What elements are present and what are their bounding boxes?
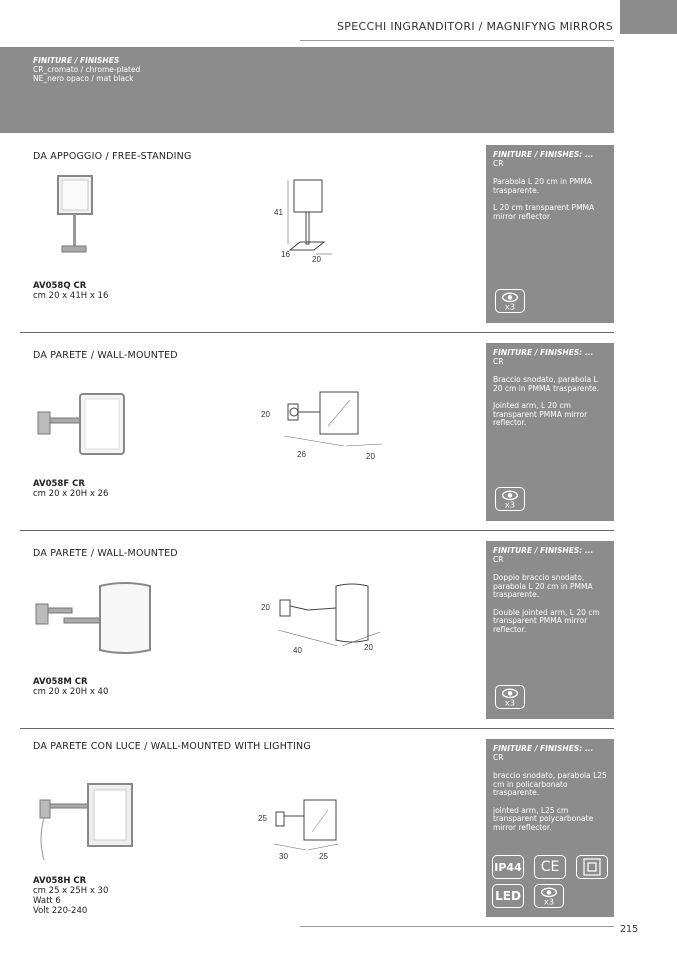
dim-height-1: 41 <box>274 208 283 217</box>
magnification-badge-2 <box>495 487 525 511</box>
product-code: AV058F CR <box>33 479 85 489</box>
box-finish: CR <box>493 356 504 366</box>
box-text-it: Parabola L 20 cm in PMMA trasparente. <box>493 177 592 195</box>
dim-height-4: 25 <box>258 814 267 823</box>
eye-x3-icon <box>496 488 524 510</box>
eye-x3-icon <box>496 290 524 312</box>
ip44-badge: IP44 <box>492 855 524 879</box>
section-divider-3 <box>20 728 614 729</box>
ce-mark-icon: CE <box>534 855 566 879</box>
footer-rule <box>300 926 614 927</box>
double-square-icon <box>582 858 602 876</box>
product-code-block-2 <box>33 479 108 499</box>
dim-depth-3: 40 <box>293 646 302 655</box>
led-badge: LED <box>492 884 524 908</box>
dim-height-2: 20 <box>261 410 270 419</box>
dim-width-2: 20 <box>366 452 375 461</box>
box-finish: CR <box>493 752 504 762</box>
magnification-label: x3 <box>504 697 516 708</box>
dim-depth-1: 16 <box>281 250 290 259</box>
product-size: cm 20 x 20H x 40 <box>33 687 109 697</box>
section-divider-2 <box>20 530 614 531</box>
product-code: AV058M CR <box>33 677 88 687</box>
section-title-wall-mounted: DA PARETE / WALL-MOUNTED <box>33 350 178 361</box>
product-size: cm 25 x 25H x 30 <box>33 886 109 896</box>
technical-drawing-av058q <box>282 178 334 258</box>
box-title: FINITURE / FINISHES: ... <box>493 348 594 357</box>
product-code: AV058Q CR <box>33 281 87 291</box>
box-title: FINITURE / FINISHES: ... <box>493 150 594 159</box>
box-text-it: braccio snodato, parabola L25 cm in policarbonato trasparente. <box>493 771 607 797</box>
dim-width-3: 20 <box>364 643 373 652</box>
banner-title: FINITURE / FINISHES <box>33 56 120 65</box>
magnification-label: x3 <box>504 499 516 510</box>
dim-width-4: 25 <box>319 852 328 861</box>
box-finish: CR <box>493 554 504 564</box>
class-ii-icon <box>576 855 608 879</box>
box-text-it: Braccio snodato, parabola L 20 cm in PMMA trasparente. <box>493 375 600 393</box>
box-text-en: L 20 cm transparent PMMA mirror reflector. <box>493 203 595 221</box>
product-size: cm 20 x 20H x 26 <box>33 489 109 499</box>
magnification-badge-3 <box>495 685 525 709</box>
product-volt: Volt 220-240 <box>33 906 88 916</box>
box-text-en: jointed arm, L25 cm transparent polycarbonate mirror reflector. <box>493 805 594 832</box>
finishes-banner <box>0 47 614 133</box>
product-code-block-4 <box>33 876 108 916</box>
page-header-title: SPECCHI INGRANDITORI / MAGNIFYNG MIRRORS <box>337 20 613 33</box>
eye-x3-icon <box>496 686 524 708</box>
technical-drawing-av058f <box>284 388 384 448</box>
box-text-en: Jointed arm, L 20 cm transparent PMMA mirror reflector. <box>493 401 588 427</box>
magnification-label: x3 <box>543 896 555 907</box>
box-finish: CR <box>493 158 504 168</box>
product-photo-av058q <box>50 172 100 258</box>
box-title: FINITURE / FINISHES: ... <box>493 744 594 753</box>
product-photo-av058f <box>36 392 126 456</box>
corner-tab <box>620 0 677 34</box>
box-text-it: Doppio braccio snodato, parabola L 20 cm in PMMA trasparente. <box>493 573 593 599</box>
product-code-block-3 <box>33 677 108 697</box>
magnification-badge-1 <box>495 289 525 313</box>
technical-drawing-av058m <box>278 580 382 652</box>
product-size: cm 20 x 41H x 16 <box>33 291 109 301</box>
dim-depth-4: 30 <box>279 852 288 861</box>
product-watt: Watt 6 <box>33 896 61 906</box>
dim-width-1: 20 <box>312 255 321 264</box>
section-title-free-standing: DA APPOGGIO / FREE-STANDING <box>33 151 192 162</box>
box-title: FINITURE / FINISHES: ... <box>493 546 594 555</box>
header-rule <box>300 40 614 41</box>
dim-height-3: 20 <box>261 603 270 612</box>
dim-depth-2: 26 <box>297 450 306 459</box>
section-divider-1 <box>20 332 614 333</box>
product-photo-av058h <box>34 780 134 860</box>
banner-finish-ne: NE_nero opaco / mat black <box>33 74 134 83</box>
product-code: AV058H CR <box>33 876 87 886</box>
box-text-en: Double jointed arm, L 20 cm transparent PMMA mirror reflector. <box>493 607 600 634</box>
magnification-label: x3 <box>504 301 516 312</box>
banner-finish-cr: CR_cromato / chrome-plated <box>33 65 141 74</box>
eye-x3-icon <box>535 885 563 907</box>
technical-drawing-av058h <box>272 796 352 852</box>
section-title-wall-mounted-double: DA PARETE / WALL-MOUNTED <box>33 548 178 559</box>
section-title-wall-mounted-lighting: DA PARETE CON LUCE / WALL-MOUNTED WITH LIGHTING <box>33 741 311 752</box>
product-code-block-1 <box>33 281 108 301</box>
product-photo-av058m <box>34 580 154 656</box>
magnification-badge-4 <box>534 884 564 908</box>
page-number: 215 <box>620 924 639 935</box>
